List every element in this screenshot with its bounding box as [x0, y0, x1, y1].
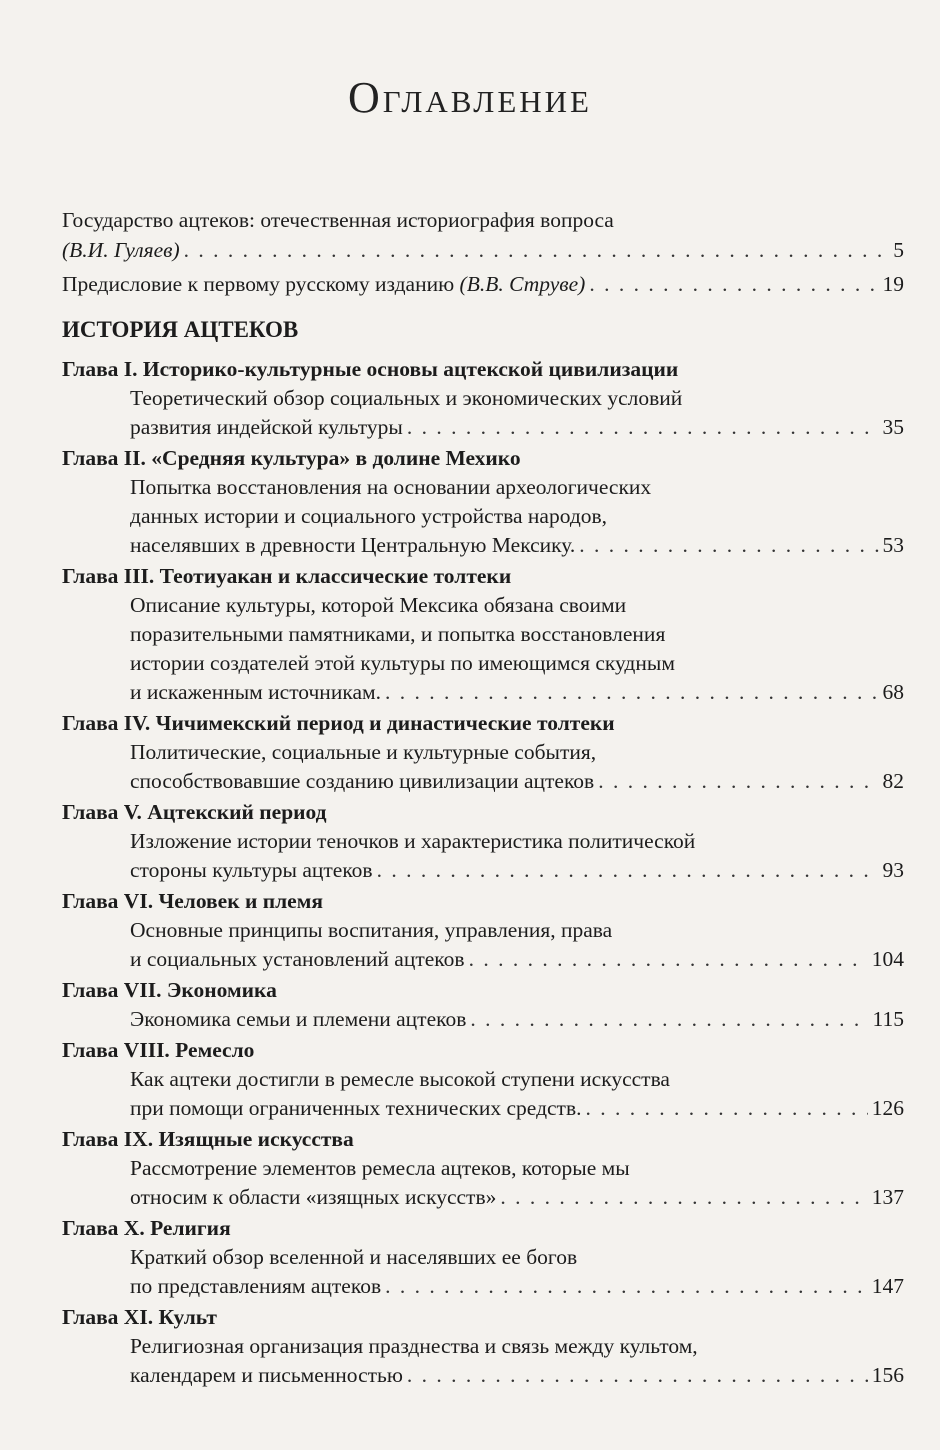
- chapter-title: Глава IV. Чичимекский период и династические толтеки: [62, 711, 615, 735]
- chapter-description-line: Как ацтеки достигли в ремесле высокой ступени искусства: [130, 1067, 670, 1091]
- leader-dots: [598, 767, 878, 796]
- chapter-title: Глава II. «Средняя культура» в долине Мехико: [62, 446, 521, 470]
- chapter-description-line: при помощи ограниченных технических средств.: [130, 1096, 582, 1120]
- chapter-description-line: развития индейской культуры: [130, 415, 403, 439]
- chapter-list: [62, 355, 904, 1390]
- table-of-contents: [62, 205, 904, 1392]
- chapter-title: Глава I. Историко-культурные основы ацтекской цивилизации: [62, 357, 679, 381]
- chapter-description-line: поразительными памятниками, и попытка восстановления: [130, 622, 666, 646]
- leader-dots: [585, 1094, 867, 1123]
- chapter-description-line: и искаженным источникам.: [130, 680, 381, 704]
- chapter-description-line: Политические, социальные и культурные события,: [130, 740, 597, 764]
- toc-page-number: 82: [882, 769, 904, 793]
- chapter-description-line: Краткий обзор вселенной и населявших ее богов: [130, 1245, 578, 1269]
- toc-chapter: [62, 562, 904, 707]
- toc-page-number: 93: [882, 858, 904, 882]
- chapter-description-line: Попытка восстановления на основании археологических: [130, 475, 652, 499]
- toc-page-number: 126: [871, 1096, 904, 1120]
- toc-chapter: [62, 709, 904, 796]
- section-heading: ИСТОРИЯ АЦТЕКОВ: [62, 317, 299, 342]
- toc-chapter: [62, 887, 904, 974]
- chapter-description-line: стороны культуры ацтеков: [130, 858, 373, 882]
- leader-dots: [470, 1005, 868, 1034]
- page-title: Оглавление: [348, 73, 592, 122]
- chapter-description-line: способствовавшие созданию цивилизации ацтеков: [130, 769, 595, 793]
- chapter-description-line: календарем и письменностью: [130, 1363, 403, 1387]
- leader-dots: [184, 235, 890, 265]
- toc-page-number: 104: [871, 947, 904, 971]
- toc-page-number: 68: [882, 680, 904, 704]
- toc-entry-historiography: [62, 205, 904, 265]
- toc-page-number: 53: [882, 533, 904, 557]
- chapter-description-line: Изложение истории теночков и характеристика политической: [130, 829, 696, 853]
- chapter-title: Глава VII. Экономика: [62, 978, 277, 1002]
- chapter-description-line: и социальных установлений ацтеков: [130, 947, 465, 971]
- toc-page-number: 147: [871, 1274, 904, 1298]
- toc-page-number: 5: [893, 238, 904, 262]
- toc-page-number: 137: [871, 1185, 904, 1209]
- toc-entry-title: Предисловие к первому русскому изданию: [62, 272, 460, 296]
- leader-dots: [500, 1183, 867, 1212]
- toc-chapter: [62, 1125, 904, 1212]
- toc-chapter: [62, 444, 904, 560]
- toc-page-number: 19: [882, 272, 904, 296]
- toc-chapter: [62, 1214, 904, 1301]
- chapter-description-line: населявших в древности Центральную Мексику.: [130, 533, 576, 557]
- chapter-title: Глава VIII. Ремесло: [62, 1038, 255, 1062]
- leader-dots: [377, 856, 879, 885]
- leader-dots: [589, 269, 878, 299]
- chapter-title: Глава V. Ацтекский период: [62, 800, 327, 824]
- toc-chapter: [62, 355, 904, 442]
- toc-page-number: 115: [872, 1007, 904, 1031]
- leader-dots: [407, 1361, 868, 1390]
- toc-entry-author: (В.И. Гуляев): [62, 238, 180, 262]
- toc-page-number: 35: [882, 415, 904, 439]
- leader-dots: [407, 413, 879, 442]
- chapter-description-line: Основные принципы воспитания, управления, права: [130, 918, 613, 942]
- chapter-description-line: Описание культуры, которой Мексика обязана своими: [130, 593, 627, 617]
- chapter-title: Глава IX. Изящные искусства: [62, 1127, 354, 1151]
- chapter-description-line: Теоретический обзор социальных и экономических условий: [130, 386, 683, 410]
- leader-dots: [385, 1272, 868, 1301]
- toc-chapter: [62, 976, 904, 1034]
- leader-dots: [469, 945, 868, 974]
- leader-dots: [579, 531, 878, 560]
- leader-dots: [385, 678, 879, 707]
- chapter-description-line: данных истории и социального устройства народов,: [130, 504, 608, 528]
- chapter-title: Глава X. Религия: [62, 1216, 231, 1240]
- chapter-description-line: Религиозная организация празднества и связь между культом,: [130, 1334, 698, 1358]
- chapter-description-line: Рассмотрение элементов ремесла ацтеков, которые мы: [130, 1156, 630, 1180]
- toc-chapter: [62, 1303, 904, 1390]
- chapter-title: Глава XI. Культ: [62, 1305, 217, 1329]
- toc-page-number: 156: [871, 1363, 904, 1387]
- chapter-description-line: истории создателей этой культуры по имеющимся скудным: [130, 651, 675, 675]
- toc-entry-preface: [62, 269, 904, 299]
- toc-chapter: [62, 798, 904, 885]
- chapter-description-line: Экономика семьи и племени ацтеков: [130, 1007, 467, 1031]
- chapter-description-line: относим к области «изящных искусств»: [130, 1185, 497, 1209]
- toc-entry-author: (В.В. Струве): [459, 272, 586, 296]
- chapter-title: Глава III. Теотиуакан и классические толтеки: [62, 564, 512, 588]
- toc-entry-title: Государство ацтеков: отечественная историография вопроса: [62, 208, 614, 232]
- toc-chapter: [62, 1036, 904, 1123]
- chapter-description-line: по представлениям ацтеков: [130, 1274, 382, 1298]
- chapter-title: Глава VI. Человек и племя: [62, 889, 323, 913]
